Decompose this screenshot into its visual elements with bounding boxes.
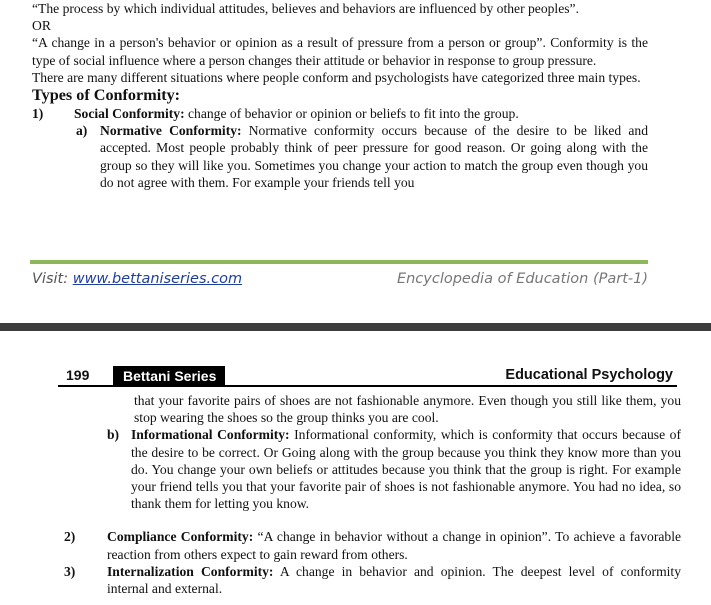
page-header: [58, 366, 677, 386]
page-divider: [0, 323, 711, 331]
continuation-text: that your favorite pairs of shoes are not fashionable anymore. Even though you still like them, you stop wearing the shoes so the group thinks you are cool.: [134, 393, 681, 426]
page-number: 199: [66, 367, 90, 383]
section-text: change of behavior or opinion or beliefs to fit into the group.: [184, 106, 519, 122]
item-term: Informational Conformity:: [131, 427, 290, 443]
footer-rule: [30, 260, 648, 264]
upper-page-body: [32, 0, 648, 191]
website-link[interactable]: www.bettaniseries.com: [72, 271, 243, 287]
types-heading: Types of Conformity:: [32, 86, 181, 105]
subject-title: Educational Psychology: [505, 367, 673, 383]
section-compliance-conformity: [64, 528, 681, 562]
section-term: Internalization Conformity:: [107, 563, 274, 579]
item-letter: b): [107, 427, 120, 443]
section-term: Social Conformity:: [74, 106, 185, 122]
item-informational-conformity: [107, 426, 681, 512]
section-social-conformity: [32, 105, 648, 122]
item-normative-conformity: [76, 122, 648, 191]
section-internalization-conformity: [64, 563, 681, 597]
item-term: Normative Conformity:: [100, 123, 242, 139]
item-text: Normative conformity occurs because of the desire to be liked and accepted. Most people probably think of peer pressure for good reason. Or going along with the group so they will like you. Sometimes you change your action to match the group even though you do not agree with them. For example your friends tell you: [100, 123, 648, 190]
section-number: 2): [64, 529, 76, 545]
section-number: 3): [64, 563, 76, 579]
definition-1: “The process by which individual attitudes, believes and behaviors are influenced by other peoples”.: [32, 1, 579, 16]
footer-book-title: Encyclopedia of Education (Part-1): [396, 271, 648, 287]
or-separator: OR: [32, 18, 51, 34]
section-text: A change in behavior and opinion. The deepest level of conformity internal and external.: [107, 563, 681, 597]
section-text: “A change in behavior without a change in opinion”. To achieve a favorable reaction from others expect to gain reward from others.: [107, 529, 682, 562]
visit-label: Visit:: [32, 271, 73, 287]
footer-visit: [32, 271, 242, 287]
header-rule: [58, 385, 677, 387]
lower-page-body: [64, 392, 681, 597]
section-number: 1): [32, 106, 44, 122]
item-letter: a): [76, 123, 88, 139]
item-text: Informational conformity, which is conformity that occurs because of the desire to be correct. Or Going along with the group because you think they know more than you do. You change your own beliefs or attitudes because you think that the group is right. For example your friend tells you that your favorite pair of shoes is not fashionable anymore. You had no idea, so thank them for letting you know.: [131, 427, 681, 512]
definition-2: “A change in a person's behavior or opinion as a result of pressure from a person or group”. Conformity is the type of social influence where a person changes their attitude or behavior in response to group pressure.: [32, 35, 648, 68]
series-badge: Bettani Series: [113, 366, 225, 386]
intro-paragraph: There are many different situations where people conform and psychologists have categorized three main types.: [32, 69, 641, 85]
section-term: Compliance Conformity:: [107, 529, 254, 545]
